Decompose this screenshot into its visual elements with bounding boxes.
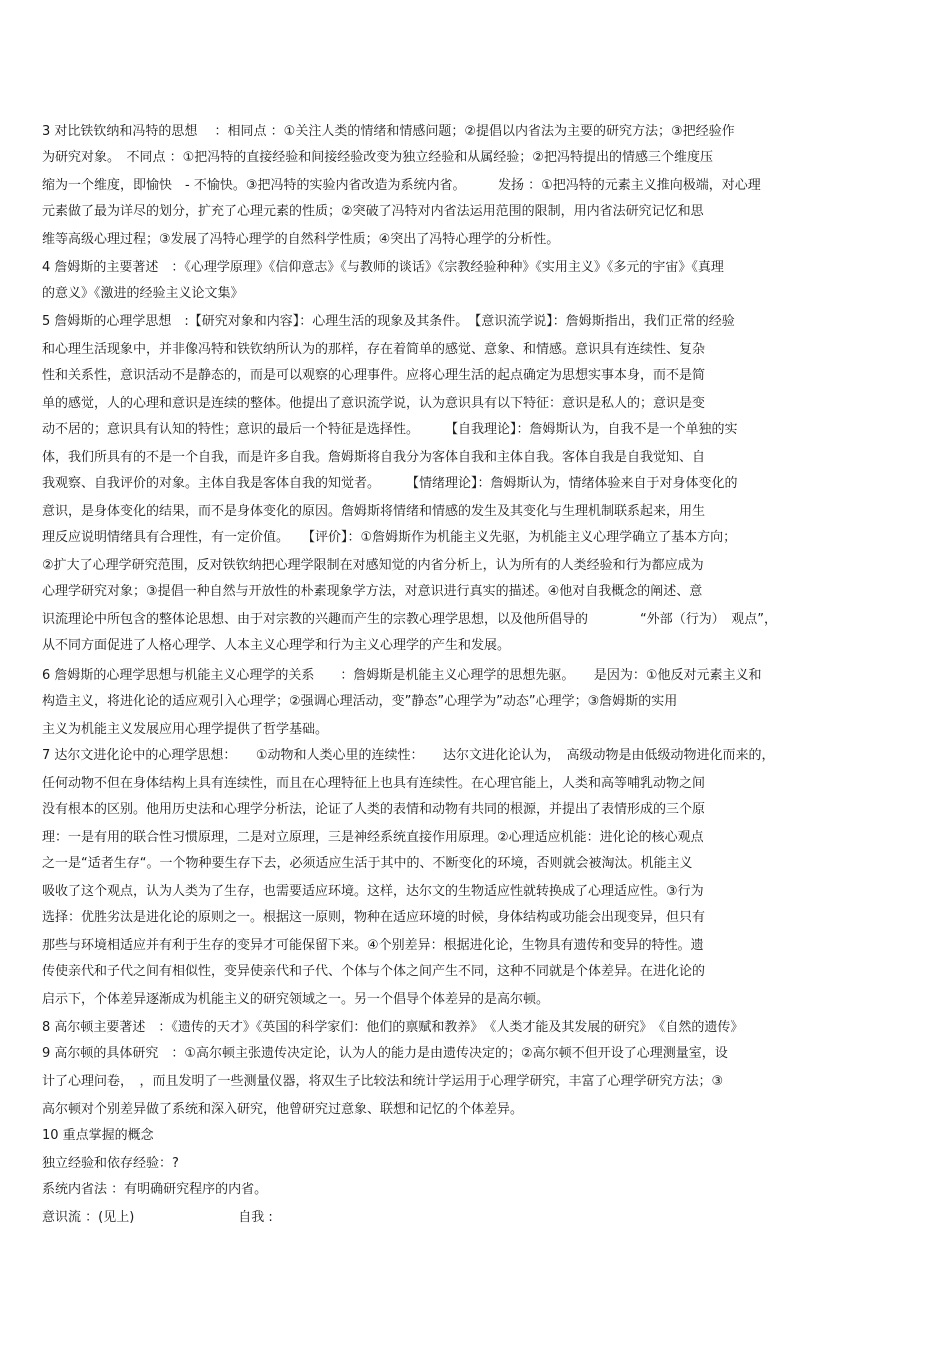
text-line: ②扩大了心理学研究范围，反对铁钦纳把心理学限制在对感知觉的内省分析上，认为所有的人类经验和行为都应成为 bbox=[42, 558, 704, 573]
text-line: 选择：优胜劣汰是进化论的原则之一。根据这一原则，物种在适应环境的时候，身体结构或功能会出现变异，但只有 bbox=[42, 910, 706, 925]
text-line: 那些与环境相适应并有利于生存的变异才可能保留下来。④个别差异：根据进化论，生物具有遗传和变异的特性。遗 bbox=[42, 938, 704, 953]
text-line: 3 对比铁钦纳和冯特的思想 ：相同点 ：①关注人类的情绪和情感问题；②提倡以内省法为主要的研究方法；③把经验作 bbox=[42, 124, 735, 139]
text-line: 我观察、自我评价的对象。主体自我是客体自我的知觉者。 【情绪理论】：詹姆斯认为，情绪体验来自于对身体变化的 bbox=[42, 476, 738, 491]
text-line: 理：一是有用的联合性习惯原理，二是对立原理，三是神经系统直接作用原理。②心理适应机能：进化论的核心观点 bbox=[42, 830, 704, 845]
text-line: 吸收了这个观点，认为人类为了生存，也需要适应环境。这样，达尔文的生物适应性就转换成了心理适应性。③行为 bbox=[42, 884, 704, 899]
text-line: 和心理生活现象中，并非像冯特和铁钦纳所认为的那样，存在着简单的感觉、意象、和情感。意识具有连续性、复杂 bbox=[42, 342, 706, 357]
text-line: 单的感觉，人的心理和意识是连续的整体。他提出了意识流学说，认为意识具有以下特征：意识是私人的；意识是变 bbox=[42, 396, 706, 411]
text-line: 6 詹姆斯的心理学思想与机能主义心理学的关系 ：詹姆斯是机能主义心理学的思想先驱。 是因为：①他反对元素主义和 bbox=[42, 668, 762, 683]
text-line: 从不同方面促进了人格心理学、人本主义心理学和行为主义心理学的产生和发展。 bbox=[42, 638, 511, 653]
text-line: 元素做了最为详尽的划分，扩充了心理元素的性质；②突破了冯特对内省法运用范围的限制，用内省法研究记忆和思 bbox=[42, 204, 704, 219]
text-line: 理反应说明情绪具有合理性，有一定价值。 【评价】：①詹姆斯作为机能主义先驱，为机能主义心理学确立了基本方向； bbox=[42, 530, 737, 545]
text-line: 之一是“适者生存“。一个物种要生存下去，必须适应生活于其中的、不断变化的环境，否则就会被淘汰。机能主义 bbox=[42, 856, 693, 871]
text-line: 构造主义，将进化论的适应观引入心理学；②强调心理活动，变”静态”心理学为”动态”心理学；③詹姆斯的实用 bbox=[42, 694, 678, 709]
text-line: 计了心理问卷， ，而且发明了一些测量仪器，将双生子比较法和统计学运用于心理学研究，丰富了心理学研究方法；③ bbox=[42, 1074, 724, 1089]
text-line: 为研究对象。 不同点 ：①把冯特的直接经验和间接经验改变为独立经验和从属经验；②把冯特提出的情感三个维度压 bbox=[42, 150, 713, 165]
text-line: 动不居的；意识具有认知的特性；意识的最后一个特征是选择性。 【自我理论】：詹姆斯认为，自我不是一个单独的实 bbox=[42, 422, 738, 437]
text-line: 缩为一个维度，即愉快 - 不愉快。③把冯特的实验内省改造为系统内省。 发扬 ：①把冯特的元素主义推向极端，对心理 bbox=[42, 178, 761, 193]
text-line: 8 高尔顿主要著述 ：《遗传的天才》《英国的科学家们：他们的禀赋和教养》 《人类才能及其发展的研究》 《自然的遗传》 bbox=[42, 1020, 744, 1035]
text-line: 意识流 ：(见上) 自我 : bbox=[42, 1210, 273, 1225]
text-line: 4 詹姆斯的主要著述 ：《心理学原理》《信仰意志》《与教师的谈话》《宗教经验种种》《实用主义》《多元的宇宙》《真理 bbox=[42, 260, 724, 275]
text-line: 传使亲代和子代之间有相似性，变异使亲代和子代、个体与个体之间产生不同，这种不同就是个体差异。在进化论的 bbox=[42, 964, 706, 979]
text-line: 识流理论中所包含的整体论思想、由于对宗教的兴趣而产生的宗教心理学思想，以及他所倡导的 “外部（行为） 观点”， bbox=[42, 612, 777, 627]
text-line: 5 詹姆斯的心理学思想 :【研究对象和内容】：心理生活的现象及其条件。 【意识流学说】：詹姆斯指出，我们正常的经验 bbox=[42, 314, 735, 329]
text-line: 独立经验和依存经验：? bbox=[42, 1156, 179, 1171]
text-line: 系统内省法 ：有明确研究程序的内省。 bbox=[42, 1182, 268, 1197]
text-line: 任何动物不但在身体结构上具有连续性，而且在心理特征上也具有连续性。在心理官能上，人类和高等哺乳动物之间 bbox=[42, 776, 706, 791]
text-line: 高尔顿对个别差异做了系统和深入研究，他曾研究过意象、联想和记忆的个体差异。 bbox=[42, 1102, 524, 1117]
text-line: 主义为机能主义发展应用心理学提供了哲学基础。 bbox=[42, 722, 329, 737]
text-line: 10 重点掌握的概念 bbox=[42, 1128, 154, 1143]
text-line: 7 达尔文进化论中的心理学思想： ①动物和人类心里的连续性： 达尔文进化论认为， 高级动物是由低级动物进化而来的， bbox=[42, 748, 775, 763]
text-line: 启示下，个体差异逐渐成为机能主义的研究领域之一。另一个倡导个体差异的是高尔顿。 bbox=[42, 992, 550, 1007]
text-line: 心理学研究对象；③提倡一种自然与开放性的朴素现象学方法，对意识进行真实的描述。④他对自我概念的阐述、意 bbox=[42, 584, 703, 599]
text-line: 没有根本的区别。他用历史法和心理学分析法，论证了人类的表情和动物有共同的根源，并提出了表情形成的三个原 bbox=[42, 802, 706, 817]
text-line: 维等高级心理过程；③发展了冯特心理学的自然科学性质；④突出了冯特心理学的分析性。 bbox=[42, 232, 560, 247]
text-line: 9 高尔顿的具体研究 ：①高尔顿主张遗传决定论，认为人的能力是由遗传决定的；②高尔顿不但开设了心理测量室，设 bbox=[42, 1046, 728, 1061]
text-line: 意识，是身体变化的结果，而不是身体变化的原因。詹姆斯将情绪和情感的发生及其变化与生理机制联系起来，用生 bbox=[42, 504, 706, 519]
text-line: 体，我们所具有的不是一个自我，而是许多自我。詹姆斯将自我分为客体自我和主体自我。客体自我是自我觉知、自 bbox=[42, 450, 706, 465]
text-line: 性和关系性，意识活动不是静态的，而是可以观察的心理事件。应将心理生活的起点确定为思想实事本身，而不是简 bbox=[42, 368, 706, 383]
text-line: 的意义》《激进的经验主义论文集》 bbox=[42, 286, 244, 301]
